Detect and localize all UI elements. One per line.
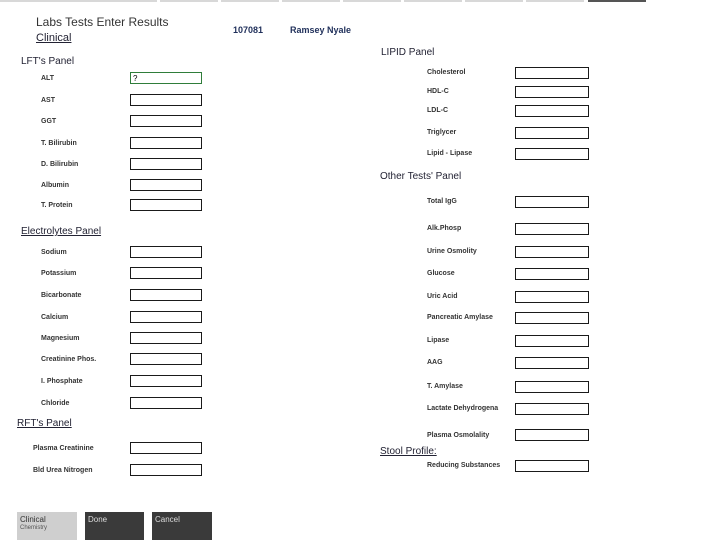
clinical-button-sublabel: Chemistry: [20, 525, 48, 531]
top-tab-segment[interactable]: [160, 0, 218, 2]
other-label-uric-acid: Uric Acid: [427, 293, 458, 300]
cancel-button-label: Cancel: [155, 515, 180, 524]
lft-label-ast: AST: [41, 97, 55, 104]
top-tab-segment-active[interactable]: [588, 0, 646, 2]
lft-label-d-bilirubin: D. Bilirubin: [41, 161, 79, 168]
stool-field-reducing-substances[interactable]: [515, 460, 589, 472]
rft-label-bld-urea-nitrogen: Bld Urea Nitrogen: [33, 467, 93, 474]
lft-label-alt: ALT: [41, 75, 55, 82]
lft-label-t-protein: T. Protein: [41, 202, 73, 209]
lipid-field-cholesterol[interactable]: [515, 67, 589, 79]
lft-panel-title: LFT's Panel: [21, 56, 75, 67]
stool-panel-title: Stool Profile:: [380, 446, 437, 457]
other-field-aag[interactable]: [515, 357, 589, 369]
electrolytes-label-creatinine-phos: Creatinine Phos.: [41, 356, 97, 363]
other-label-lipase: Lipase: [427, 337, 450, 344]
lft-field-t-protein[interactable]: [130, 199, 202, 211]
other-field-lactate-dehydrogena[interactable]: [515, 403, 589, 415]
electrolytes-field-chloride[interactable]: [130, 397, 202, 409]
electrolytes-label-magnesium: Magnesium: [41, 335, 80, 342]
other-field-pancreatic-amylase[interactable]: [515, 312, 589, 324]
lft-field-ast[interactable]: [130, 94, 202, 106]
top-tab-segment[interactable]: [221, 0, 279, 2]
lft-field-t-bilirubin[interactable]: [130, 137, 202, 149]
electrolytes-label-chloride: Chloride: [41, 400, 70, 407]
other-field-lipase[interactable]: [515, 335, 589, 347]
rft-field-plasma-creatinine[interactable]: [130, 442, 202, 454]
other-panel-title: Other Tests' Panel: [380, 171, 462, 182]
lipid-label-ldl-c: LDL-C: [427, 107, 448, 114]
other-field-urine-osmolity[interactable]: [515, 246, 589, 258]
lft-field-d-bilirubin[interactable]: [130, 158, 202, 170]
clinical-chemistry-button[interactable]: [17, 512, 77, 540]
top-tab-segment[interactable]: [343, 0, 401, 2]
done-button[interactable]: [85, 512, 144, 540]
top-tab-segment[interactable]: [526, 0, 584, 2]
top-tab-segment[interactable]: [282, 0, 340, 2]
top-tab-strip: [0, 0, 720, 2]
top-tab-segment[interactable]: [465, 0, 523, 2]
other-label-aag: AAG: [427, 359, 443, 366]
other-field-total-igg[interactable]: [515, 196, 589, 208]
cancel-button[interactable]: [152, 512, 212, 540]
top-tab-segment[interactable]: [0, 0, 157, 2]
lipid-label-lipid-lipase: Lipid - Lipase: [427, 150, 473, 157]
other-label-pancreatic-amylase: Pancreatic Amylase: [427, 314, 493, 321]
lipid-field-triglycer[interactable]: [515, 127, 589, 139]
other-label-urine-osmolity: Urine Osmolity: [427, 248, 477, 255]
electrolytes-label-bicarbonate: Bicarbonate: [41, 292, 82, 299]
electrolytes-label-i-phosphate: I. Phosphate: [41, 378, 83, 385]
lft-label-albumin: Albumin: [41, 182, 69, 189]
lft-label-t-bilirubin: T. Bilirubin: [41, 140, 77, 147]
lft-field-albumin[interactable]: [130, 179, 202, 191]
electrolytes-field-sodium[interactable]: [130, 246, 202, 258]
lft-field-alt[interactable]: [130, 72, 202, 84]
patient-id: 107081: [233, 25, 264, 35]
other-field-alk-phosp[interactable]: [515, 223, 589, 235]
rft-panel-title: RFT's Panel: [17, 418, 72, 429]
other-field-plasma-osmolality[interactable]: [515, 429, 589, 441]
lipid-label-cholesterol: Cholesterol: [427, 69, 466, 76]
rft-label-plasma-creatinine: Plasma Creatinine: [33, 445, 94, 452]
lft-label-ggt: GGT: [41, 118, 57, 125]
other-label-total-igg: Total IgG: [427, 198, 457, 205]
page-title: Labs Tests Enter Results: [36, 15, 169, 29]
other-label-plasma-osmolality: Plasma Osmolality: [427, 432, 490, 439]
electrolytes-label-calcium: Calcium: [41, 314, 69, 321]
lipid-field-ldl-c[interactable]: [515, 105, 589, 117]
electrolytes-field-creatinine-phos[interactable]: [130, 353, 202, 365]
other-label-glucose: Glucose: [427, 270, 455, 277]
top-tab-segment[interactable]: [404, 0, 462, 2]
other-field-t-amylase[interactable]: [515, 381, 589, 393]
electrolytes-label-potassium: Potassium: [41, 270, 77, 277]
lipid-panel-title: LIPID Panel: [381, 47, 435, 58]
electrolytes-field-calcium[interactable]: [130, 311, 202, 323]
lipid-field-hdl-c[interactable]: [515, 86, 589, 98]
other-field-uric-acid[interactable]: [515, 291, 589, 303]
other-field-glucose[interactable]: [515, 268, 589, 280]
electrolytes-panel-title: Electrolytes Panel: [21, 226, 102, 237]
done-button-label: Done: [88, 515, 108, 524]
lipid-label-hdl-c: HDL-C: [427, 88, 449, 95]
stool-label-reducing-substances: Reducing Substances: [427, 462, 501, 469]
lft-field-ggt[interactable]: [130, 115, 202, 127]
electrolytes-field-bicarbonate[interactable]: [130, 289, 202, 301]
rft-field-bld-urea-nitrogen[interactable]: [130, 464, 202, 476]
other-label-alk-phosp: Alk.Phosp: [427, 225, 462, 232]
page-subtitle: Clinical: [36, 32, 72, 44]
clinical-button-label: Clinical: [20, 515, 46, 524]
patient-name: Ramsey Nyale: [290, 25, 352, 35]
lipid-label-triglycer: Triglycer: [427, 129, 457, 136]
electrolytes-label-sodium: Sodium: [41, 249, 67, 256]
other-label-t-amylase: T. Amylase: [427, 383, 463, 390]
other-label-lactate-dehydrogena: Lactate Dehydrogena: [427, 405, 499, 412]
electrolytes-field-magnesium[interactable]: [130, 332, 202, 344]
lipid-field-lipid-lipase[interactable]: [515, 148, 589, 160]
electrolytes-field-potassium[interactable]: [130, 267, 202, 279]
electrolytes-field-i-phosphate[interactable]: [130, 375, 202, 387]
